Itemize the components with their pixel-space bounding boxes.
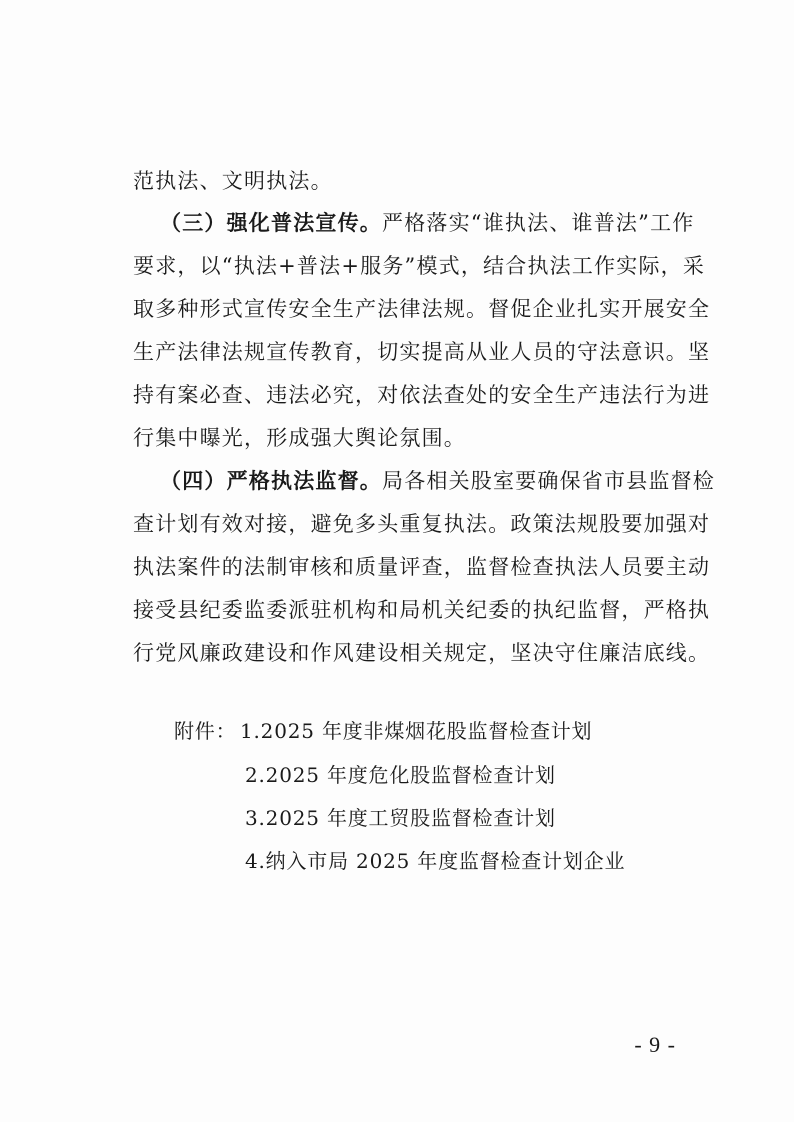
text-line: 行集中曝光，形成强大舆论氛围。 [133, 426, 466, 450]
text-line: 范执法、文明执法。 [133, 169, 333, 193]
paragraph-line [133, 509, 710, 539]
text-line: 要求，以“执法+普法+服务”模式，结合执法工作实际，采 [133, 254, 706, 278]
text-line: 行党风廉政建设和作风建设相关规定，坚决守住廉洁底线。 [133, 641, 711, 665]
paragraph-line [133, 294, 710, 324]
paragraph-line [133, 337, 710, 367]
text-line: 生产法律法规宣传教育，切实提高从业人员的守法意识。坚 [133, 340, 711, 364]
text-line: 取多种形式宣传安全生产法律法规。督促企业扎实开展安全 [133, 297, 711, 321]
section-3-first-line [133, 208, 695, 238]
text-line: 持有案必查、违法必究，对依法查处的安全生产违法行为进 [133, 383, 711, 407]
text-line: 严格落实“谁执法、谁普法”工作 [382, 211, 695, 235]
attachment-item: 3.2025 年度工贸股监督检查计划 [245, 806, 556, 830]
section-3-heading: （三）强化普法宣传。 [160, 211, 382, 235]
paragraph-line [133, 251, 705, 281]
page-number: - 9 - [634, 1032, 676, 1057]
paragraph-line [133, 552, 710, 582]
text-line: 接受县纪委监委派驻机构和局机关纪委的执纪监督，严格执 [133, 598, 711, 622]
attachment-item: 2.2025 年度危化股监督检查计划 [245, 763, 556, 787]
section-4-heading: （四）严格执法监督。 [160, 469, 382, 493]
attachments-label: 附件： [174, 719, 237, 743]
paragraph-line [133, 380, 710, 410]
paragraph-line [133, 423, 466, 453]
attachment-item: 1.2025 年度非煤烟花股监督检查计划 [240, 719, 593, 743]
paragraph-line [133, 595, 710, 625]
paragraph-line [133, 638, 710, 668]
section-4-first-line [133, 466, 715, 496]
paragraph-line [133, 166, 333, 196]
text-line: 执法案件的法制审核和质量评查，监督检查执法人员要主动 [133, 555, 711, 579]
text-line: 查计划有效对接，避免多头重复执法。政策法规股要加强对 [133, 512, 711, 536]
text-line: 局各相关股室要确保省市县监督检 [382, 469, 715, 493]
attachment-item: 4.纳入市局 2025 年度监督检查计划企业 [245, 849, 626, 873]
